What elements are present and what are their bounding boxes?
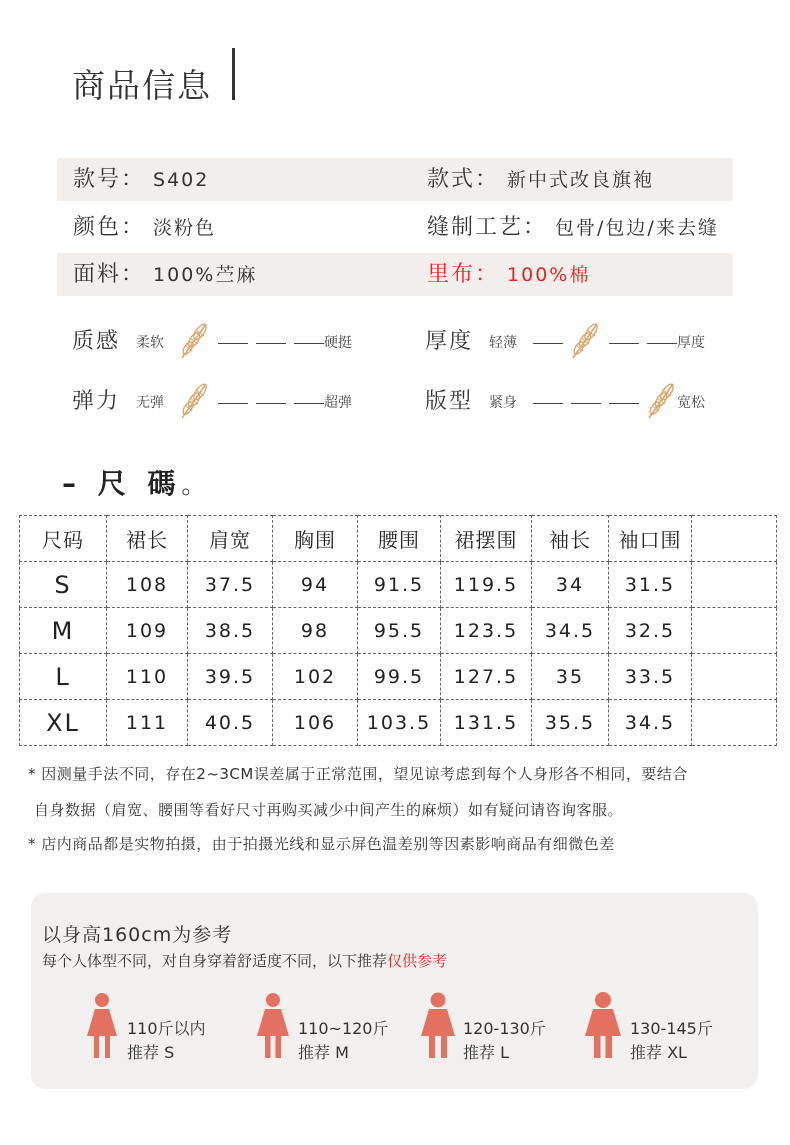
table-cell: 40.5 <box>188 700 273 746</box>
table-cell <box>692 608 777 654</box>
table-cell: 127.5 <box>441 654 532 700</box>
table-cell: 34 <box>532 562 609 608</box>
note-color: * 店内商品都是实物拍摄，由于拍摄光线和显示屏色温差别等因素影响商品有细微色差 <box>28 835 615 853</box>
table-cell: 31.5 <box>609 562 692 608</box>
table-header-cell: 腰围 <box>358 516 441 562</box>
lining: 里布： 100%棉 <box>427 262 591 287</box>
note-measurement: * 因测量手法不同，存在2~3CM误差属于正常范围，望见谅考虑到每个人身形各不相同，要结合 <box>28 765 688 783</box>
table-cell: 33.5 <box>609 654 692 700</box>
page-title: 商品信息 <box>72 66 212 105</box>
scale-dash <box>571 403 601 404</box>
size-table <box>19 515 777 746</box>
table-cell: 94 <box>273 562 358 608</box>
table-cell: 35 <box>532 654 609 700</box>
size-section-title: – 尺 碼。 <box>62 467 212 500</box>
table-cell: 119.5 <box>441 562 532 608</box>
wheat-leaf-icon <box>178 380 212 420</box>
table-cell: 91.5 <box>358 562 441 608</box>
scale-dash <box>256 403 286 404</box>
scale-dash <box>609 343 639 344</box>
wheat-leaf-icon <box>178 320 212 360</box>
title-bar <box>232 48 235 100</box>
info-row-3 <box>57 253 733 296</box>
table-cell: 32.5 <box>609 608 692 654</box>
recommend-item: 110斤以内 推荐 S <box>127 1019 206 1062</box>
table-cell: 34.5 <box>609 700 692 746</box>
table-cell: 108 <box>107 562 188 608</box>
wheat-leaf-icon <box>569 320 603 360</box>
table-cell: 109 <box>107 608 188 654</box>
note-measurement-cont: 自身数据（肩宽、腰围等看好尺寸再购买减少中间产生的麻烦）如有疑问请咨询客服。 <box>34 801 624 819</box>
table-cell <box>692 654 777 700</box>
table-header-cell: 袖长 <box>532 516 609 562</box>
scale-elasticity: 弹力 无弹 超弹 <box>72 384 372 424</box>
table-header-cell: 尺码 <box>20 516 107 562</box>
scale-dash <box>609 403 639 404</box>
style-no: 款号： S402 <box>73 167 210 192</box>
table-row <box>20 608 777 654</box>
color: 颜色： 淡粉色 <box>73 215 217 240</box>
table-header-cell: 袖口围 <box>609 516 692 562</box>
table-header-row <box>20 516 777 562</box>
table-cell: M <box>20 608 107 654</box>
table-header-cell: 胸围 <box>273 516 358 562</box>
scale-dash <box>218 343 248 344</box>
table-cell: 111 <box>107 700 188 746</box>
table-cell: 110 <box>107 654 188 700</box>
table-header-cell: 裙摆围 <box>441 516 532 562</box>
scale-texture: 质感 柔软 硬挺 <box>72 324 372 364</box>
table-cell: XL <box>20 700 107 746</box>
info-row-1 <box>57 158 733 201</box>
reference-title: 以身高160cm为参考 <box>42 924 233 946</box>
scale-dash <box>294 343 324 344</box>
table-cell: 34.5 <box>532 608 609 654</box>
table-cell: 102 <box>273 654 358 700</box>
table-cell: S <box>20 562 107 608</box>
table-row <box>20 700 777 746</box>
table-cell: 123.5 <box>441 608 532 654</box>
scale-dash <box>647 343 677 344</box>
table-row <box>20 654 777 700</box>
fabric: 面料： 100%苎麻 <box>73 262 258 287</box>
info-row-2 <box>57 206 733 249</box>
woman-figure-icon <box>418 992 458 1064</box>
scale-thickness: 厚度 轻薄 厚度 <box>425 324 725 364</box>
recommend-item: 110~120斤 推荐 M <box>298 1019 389 1062</box>
scale-dash <box>218 403 248 404</box>
table-cell: 37.5 <box>188 562 273 608</box>
table-header-cell <box>692 516 777 562</box>
table-cell: 95.5 <box>358 608 441 654</box>
table-cell: 103.5 <box>358 700 441 746</box>
table-cell: 131.5 <box>441 700 532 746</box>
table-row <box>20 562 777 608</box>
woman-figure-icon <box>82 992 122 1064</box>
scale-dash <box>256 343 286 344</box>
table-cell: L <box>20 654 107 700</box>
recommend-item: 120-130斤 推荐 L <box>463 1019 546 1062</box>
table-header-cell: 裙长 <box>107 516 188 562</box>
woman-figure-icon <box>253 992 293 1064</box>
table-cell: 98 <box>273 608 358 654</box>
scale-fit: 版型 紧身 宽松 <box>425 384 725 424</box>
scale-dash <box>533 343 563 344</box>
table-cell <box>692 700 777 746</box>
craft: 缝制工艺： 包骨/包边/来去缝 <box>427 215 719 240</box>
recommend-item: 130-145斤 推荐 XL <box>630 1019 713 1062</box>
table-cell: 99.5 <box>358 654 441 700</box>
table-header-cell: 肩宽 <box>188 516 273 562</box>
scale-dash <box>294 403 324 404</box>
table-cell: 39.5 <box>188 654 273 700</box>
style: 款式： 新中式改良旗袍 <box>427 167 655 192</box>
table-cell: 38.5 <box>188 608 273 654</box>
table-cell <box>692 562 777 608</box>
scale-dash <box>533 403 563 404</box>
table-cell: 106 <box>273 700 358 746</box>
wheat-leaf-icon <box>645 380 679 420</box>
table-cell: 35.5 <box>532 700 609 746</box>
reference-subtitle: 每个人体型不同，对自身穿着舒适度不同，以下推荐仅供参考 <box>42 952 448 970</box>
woman-figure-icon <box>583 992 623 1064</box>
